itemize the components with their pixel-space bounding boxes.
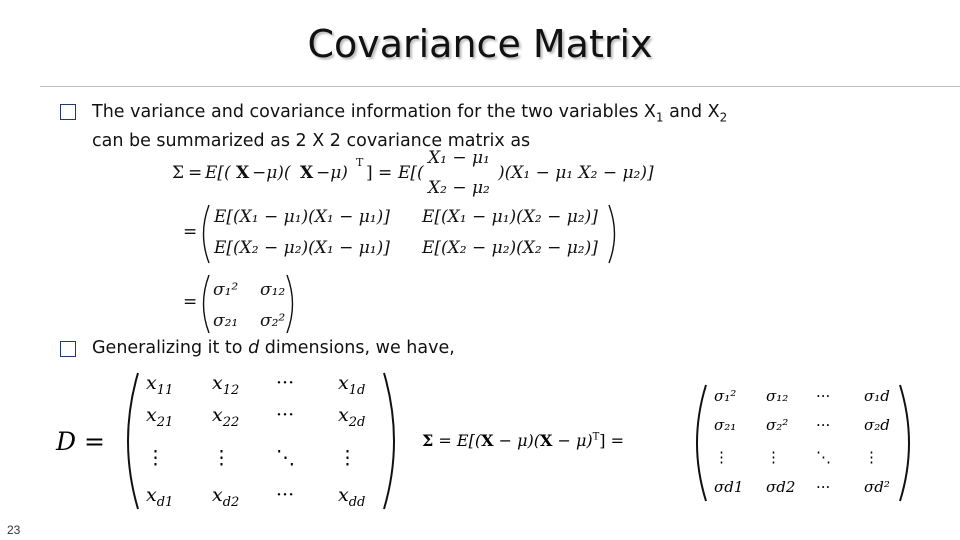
eq1-close: ] = <box>366 163 393 183</box>
matrix-D-cell-r4c4: $x_{dd}$ <box>338 484 366 510</box>
matrix-D-cell-r4c3: ··· <box>276 484 295 506</box>
matrix-D-cell-r2c1: $x_{21}$ <box>146 404 174 430</box>
eq1-E: E[( <box>205 163 231 183</box>
matrix-D-cell-r3c3: ⋱ <box>276 447 295 469</box>
matrix-sigma-mid: − μ)( <box>493 431 540 450</box>
matrix-D-cell-r4c2: $x_{d2}$ <box>212 484 240 510</box>
bullet-2-text-a: Generalizing it to <box>92 338 249 358</box>
matrix-D-cell-r1c1: $x_{11}$ <box>146 372 174 398</box>
matrix-D-cell-r3c2: ⋮ <box>212 447 231 469</box>
eq2-right-paren <box>606 203 622 265</box>
matrix-D-cell-r3c4: ⋮ <box>338 447 357 469</box>
eq1-vec-top: X₁ − μ₁ <box>428 148 490 168</box>
matrix-D-cell-r1c4: $x_{1d}$ <box>338 372 366 398</box>
matrix-sigma-left-paren <box>686 382 710 504</box>
matrix-sigma-cell-r4c2: σd2 <box>766 478 796 496</box>
bullet-1-sub-2: 2 <box>719 110 728 125</box>
matrix-sigma-cell-r4c4: σd² <box>864 478 890 496</box>
matrix-sigma-lhs <box>422 431 624 450</box>
matrix-sigma-cell-r2c1: σ₂₁ <box>714 416 737 434</box>
matrix-D-cell-r1c3: ··· <box>276 372 295 394</box>
eq3-r1c1: σ₁² <box>213 280 239 300</box>
matrix-sigma-end: − μ) <box>552 431 593 450</box>
matrix-D-cell-r3c1: ⋮ <box>146 447 165 469</box>
bullet-2-var: d <box>248 338 260 358</box>
title-divider <box>40 86 960 87</box>
eq3-r1c2: σ₁₂ <box>260 280 286 300</box>
eq1-E2: E[( <box>398 163 424 183</box>
matrix-D-lhs: D = <box>56 427 105 456</box>
eq1-minus-mu2: −μ) <box>316 163 348 183</box>
eq1-row: )(X₁ − μ₁ X₂ − μ₂)] <box>498 163 654 183</box>
eq2-equals: = <box>183 222 198 242</box>
eq2-left-paren <box>196 203 212 265</box>
eq1-vec-bottom: X₂ − μ₂ <box>428 178 490 198</box>
matrix-sigma-cell-r2c4: σ₂d <box>864 416 890 434</box>
eq1-X: X <box>236 163 250 183</box>
matrix-D-cell-r2c4: $x_{2d}$ <box>338 404 366 430</box>
eq2-r2c1: E[(X₂ − μ₂)(X₁ − μ₁)] <box>214 238 390 258</box>
bullet-1-text-a: The variance and covariance information for the two variables X <box>92 102 656 122</box>
bullet-1-line-2: can be summarized as 2 X 2 covariance matrix as <box>92 131 531 151</box>
bullet-1-line-1 <box>92 99 727 125</box>
eq1-T: T <box>356 156 364 169</box>
matrix-sigma-symbol: Σ <box>422 431 434 450</box>
matrix-sigma-cell-r3c1: ⋮ <box>714 448 729 466</box>
eq3-r2c1: σ₂₁ <box>213 311 239 331</box>
matrix-sigma-eq: = <box>438 431 452 450</box>
matrix-D-cell-r2c2: $x_{22}$ <box>212 404 240 430</box>
bullet-icon <box>60 104 76 120</box>
matrix-sigma-cell-r3c4: ⋮ <box>864 448 879 466</box>
bullet-2-text <box>92 335 455 361</box>
eq3-r2c2: σ₂² <box>260 311 286 331</box>
bullet-1-sub-1: 1 <box>655 110 664 125</box>
eq2-r2c2: E[(X₂ − μ₂)(X₂ − μ₂)] <box>422 238 598 258</box>
eq3-equals: = <box>183 292 198 312</box>
bullet-icon <box>60 341 76 357</box>
matrix-sigma-right-paren <box>896 382 920 504</box>
matrix-sigma-X2: X <box>539 431 553 450</box>
matrix-sigma-cell-r1c3: ··· <box>816 387 831 405</box>
matrix-sigma-X: X <box>481 431 494 450</box>
matrix-D-left-paren <box>116 370 142 512</box>
eq3-left-paren <box>196 273 212 335</box>
matrix-sigma-cell-r1c2: σ₁₂ <box>766 387 789 405</box>
matrix-sigma-close: ] = <box>599 431 625 450</box>
matrix-sigma-cell-r3c2: ⋮ <box>766 448 781 466</box>
eq3-right-paren <box>284 273 300 335</box>
slide-title: Covariance Matrix <box>307 22 653 66</box>
eq1-minus-mu: −μ)( <box>252 163 291 183</box>
matrix-D-cell-r1c2: $x_{12}$ <box>212 372 240 398</box>
bullet-2-text-b: dimensions, we have, <box>259 338 455 358</box>
bullet-1-text-b: and X <box>663 102 720 122</box>
matrix-D-cell-r4c1: $x_{d1}$ <box>146 484 174 510</box>
matrix-sigma-cell-r2c2: σ₂² <box>766 416 789 434</box>
matrix-sigma-T: T <box>592 431 600 443</box>
matrix-sigma-cell-r2c3: ··· <box>816 416 831 434</box>
eq1-sigma: Σ <box>172 163 185 183</box>
page-number: 23 <box>7 523 21 537</box>
matrix-sigma-cell-r4c1: σd1 <box>714 478 744 496</box>
eq2-r1c2: E[(X₁ − μ₁)(X₂ − μ₂)] <box>422 207 598 227</box>
eq1-X2: X <box>300 163 314 183</box>
matrix-sigma-cell-r1c4: σ₁d <box>864 387 890 405</box>
matrix-sigma-cell-r4c3: ··· <box>816 478 831 496</box>
matrix-D-right-paren <box>380 370 406 512</box>
matrix-sigma-cell-r1c1: σ₁² <box>714 387 737 405</box>
eq2-r1c1: E[(X₁ − μ₁)(X₁ − μ₁)] <box>214 207 390 227</box>
matrix-sigma-E: E[( <box>456 431 482 450</box>
eq1-equals: = <box>188 163 203 183</box>
matrix-D-cell-r2c3: ··· <box>276 404 295 426</box>
matrix-sigma-cell-r3c3: ⋱ <box>816 448 831 466</box>
